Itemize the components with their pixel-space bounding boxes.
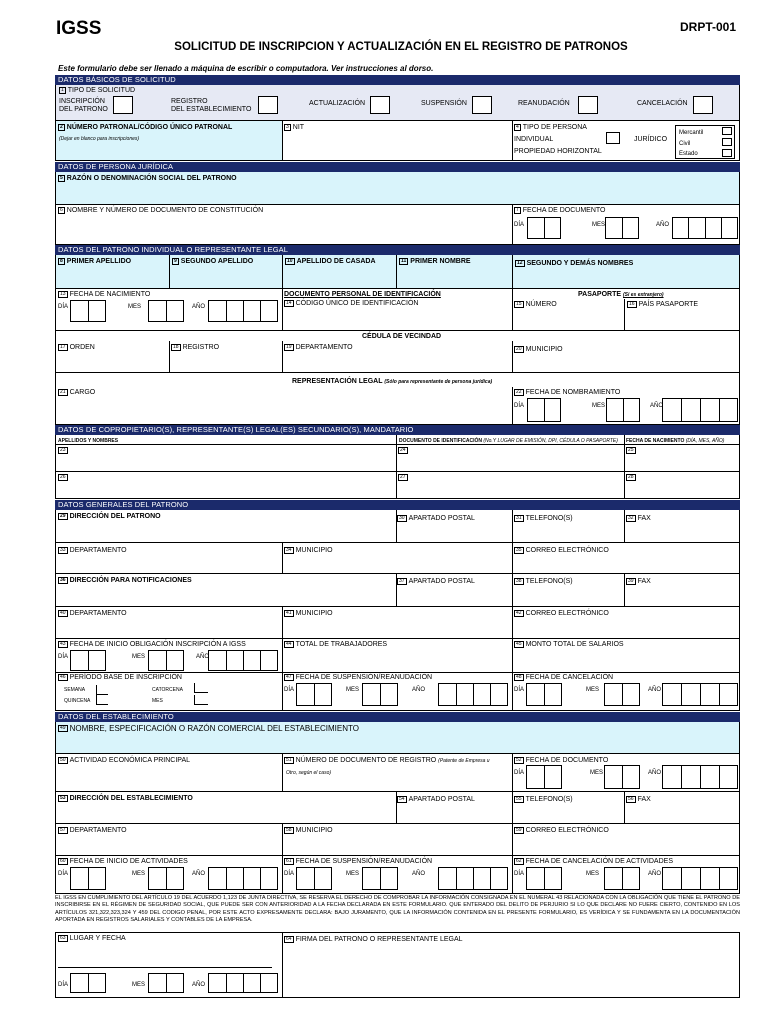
field-fax-notif[interactable]: 39 FAX	[628, 578, 651, 585]
row-copropietario-2[interactable]: 26 27 28	[55, 472, 740, 499]
field-cui[interactable]: DOCUMENTO PERSONAL DE IDENTIFICACIÓN 14 CÓDIGO ÚNICO DE IDENTIFICACIÓN	[284, 291, 441, 307]
legal-declaration: EL IGSS EN CUMPLIMIENTO DEL ARTÍCULO 19 DEL ACUERDO 1,123 DE JUNTA DIRECTIVA, SE RESERVA EL DERECHO DE COMPROBAR LA INFORMACIÓN CONSIGNADA EN EL NUMERAL 43 RELACIONADA CON LA OBLIGACIÓN QUE TIENE EL PATRONO DE INSCRIBIRSE EN EL RÉGIMEN DE SEGURIDAD SOCIAL, QUE PUEDE SER CON ANTERIORIDAD A LA FECHA DECLARADA EN ESTE FORMULARIO. QUE ENTERADO DEL DELITO DE PERJURIO SI LO QUE DECLARE NO FUERE CIERTO, CONTENIDO EN LOS ARTÍCULOS 321,322,323,324 Y 459 DEL CODIGO PENAL, POR ESTE ACTO EXPRESAMENTE DECLARA: BAJO JURAMENTO, QUE LA INFORMACIÓN CONTENIDA EN EL PRESENTE FORMULARIO, ES VERÍDICA Y SE FUNDAMENTA EN LA DOCUMENTACIÓN APORTADA EN REGISTROS SALARIALES Y CONTABLES DE LA EMPRESA.	[55, 895, 740, 924]
checkbox-inscripcion-patrono[interactable]	[113, 96, 133, 114]
label-suspension: SUSPENSIÓN	[421, 100, 467, 107]
row-tipo-solicitud: 1 TIPO DE SOLICITUD INSCRIPCIÓN DEL PATRONO REGISTRO DEL ESTABLECIMIENTO ACTUALIZACIÓN SUSPENSIÓN REANUDACIÓN CANCELACIÓN	[55, 85, 740, 121]
field-total-trabajadores[interactable]: 44 TOTAL DE TRABAJADORES	[286, 641, 388, 648]
row-direccion-establecimiento	[55, 792, 740, 824]
instruction-text: Este formulario debe ser llenado a máquina de escribir o computadora. Ver instrucciones al dorso.	[58, 64, 434, 73]
form-code: DRPT-001	[680, 20, 737, 34]
field-telefonos-est[interactable]: 55 TELEFONO(S)	[516, 796, 573, 803]
field-fecha-documento-est[interactable]: 52 FECHA DE DOCUMENTO DÍA MES AÑO	[512, 754, 741, 791]
field-fecha-documento[interactable]: 7 FECHA DE DOCUMENTO DÍA MES AÑO	[512, 205, 741, 244]
checkbox-reanudacion[interactable]	[578, 96, 598, 114]
field-orden[interactable]: 17 ORDEN	[60, 344, 95, 351]
checkbox-civil[interactable]	[722, 138, 732, 146]
section-copropietarios: DATOS DE COPROPIETARIO(S), REPRESENTANTE(S) LEGAL(ES) SECUNDARIO(S), MANDATARIO	[55, 425, 740, 435]
field-municipio-est[interactable]: 58 MUNICIPIO	[286, 827, 333, 834]
row-direccion-notificaciones	[55, 574, 740, 607]
checkbox-suspension[interactable]	[472, 96, 492, 114]
checkbox-individual[interactable]	[606, 132, 620, 144]
row-ubicacion-notif	[55, 607, 740, 639]
row-actividad	[55, 754, 740, 792]
field-actividad-economica[interactable]: 50 ACTIVIDAD ECONÓMICA PRINCIPAL	[60, 757, 191, 764]
field-apartado-postal[interactable]: 30 APARTADO POSTAL	[399, 515, 475, 522]
field-nombre-establecimiento[interactable]: 49 NOMBRE, ESPECIFICACIÓN O RAZÓN COMERCIAL DEL ESTABLECIMIENTO	[55, 722, 740, 754]
field-apartado-est[interactable]: 54 APARTADO POSTAL	[399, 796, 475, 803]
row-numero-patronal: 2 NÚMERO PATRONAL/CÓDIGO ÚNICO PATRONAL (Dejar en blanco para inscripciones) 3 NIT 4 TIPO DE PERSONA INDIVIDUAL JURÍDICO PROPIEDAD HORIZONTAL Mercantil Civil Estado	[55, 121, 740, 161]
field-lugar-fecha[interactable]: 63 LUGAR Y FECHA DÍA MES AÑO	[56, 933, 282, 997]
field-fecha-nacimiento[interactable]: 13 FECHA DE NACIMIENTO DÍA MES AÑO	[56, 289, 282, 330]
checkbox-actualizacion[interactable]	[370, 96, 390, 114]
label-actualizacion: ACTUALIZACIÓN	[309, 100, 366, 107]
field-departamento-patrono[interactable]: 33 DEPARTAMENTO	[60, 547, 127, 554]
field-fax-est[interactable]: 56 FAX	[628, 796, 651, 803]
row-copropietarios-header: APELLIDOS Y NOMBRES DOCUMENTO DE IDENTIFICACIÓN (No.Y LUGAR DE EMISIÓN, DPI, CÉDULA O PASAPORTE) FECHA DE NACIMIENTO (DÍA, MES, AÑO)	[55, 435, 740, 445]
field-nombre-documento[interactable]: 6 NOMBRE Y NÚMERO DE DOCUMENTO DE CONSTITUCIÓN	[60, 207, 264, 214]
field-departamento-est[interactable]: 57 DEPARTAMENTO	[60, 827, 127, 834]
field-pais-pasaporte[interactable]: 16 PAÍS PASAPORTE	[629, 301, 699, 308]
field-correo-notif[interactable]: 42 CORREO ELECTRÓNICO	[516, 610, 609, 617]
row-periodo-base: 46 PERÍODO BASE DE INSCRIPCIÓN SEMANA QUINCENA CATORCENA MES 47 FECHA DE SUSPENSIÓN/REANUDACIÓN DÍA MES AÑO 48 FECHA DE CANCELACIÓN DÍA MES AÑO	[55, 673, 740, 711]
row-ubicacion-est	[55, 824, 740, 856]
field-razon-social[interactable]: 5 RAZÓN O DENOMINACIÓN SOCIAL DEL PATRONO	[55, 172, 740, 205]
field-pasaporte-numero[interactable]: 15 NÚMERO	[516, 301, 557, 308]
field-firma[interactable]: 64 FIRMA DEL PATRONO O REPRESENTANTE LEGAL	[286, 936, 463, 943]
label-inscripcion-patrono: INSCRIPCIÓN DEL PATRONO	[59, 98, 108, 113]
field-direccion-patrono[interactable]: 29 DIRECCIÓN DEL PATRONO	[60, 513, 161, 520]
label-cancelacion: CANCELACIÓN	[637, 100, 688, 107]
field-fecha-cancelacion-act[interactable]: 62 FECHA DE CANCELACIÓN DE ACTIVIDADES DÍA MES AÑO	[512, 856, 741, 893]
label-registro-establecimiento: REGISTRO DEL ESTABLECIMIENTO	[171, 98, 252, 113]
checkbox-quincena[interactable]	[96, 695, 108, 705]
row-cedula: CÉDULA DE VECINDAD 17 ORDEN 18 REGISTRO 19 DEPARTAMENTO 20 MUNICIPIO	[55, 331, 740, 373]
field-fax[interactable]: 32 FAX	[628, 515, 651, 522]
field-direccion-notificaciones[interactable]: 36 DIRECCIÓN PARA NOTIFICACIONES	[60, 577, 192, 584]
field-correo-est[interactable]: 59 CORREO ELECTRÓNICO	[516, 827, 609, 834]
field-departamento-notif[interactable]: 40 DEPARTAMENTO	[60, 610, 127, 617]
row-copropietario-1[interactable]: 23 24 25	[55, 445, 740, 472]
section-persona-juridica: DATOS DE PERSONA JURÍDICA	[55, 162, 740, 172]
label-reanudacion: REANUDACIÓN	[518, 100, 570, 107]
row-documento-constitucion	[55, 205, 740, 245]
field-correo-patrono[interactable]: 35 CORREO ELECTRÓNICO	[516, 547, 609, 554]
field-telefonos-notif[interactable]: 38 TELEFONO(S)	[516, 578, 573, 585]
field-municipio-patrono[interactable]: 34 MUNICIPIO	[286, 547, 333, 554]
field-departamento-cedula[interactable]: 19 DEPARTAMENTO	[286, 344, 353, 351]
field-municipio-notif[interactable]: 41 MUNICIPIO	[286, 610, 333, 617]
field-cargo[interactable]: 21 CARGO	[60, 389, 96, 396]
field-registro[interactable]: 18 REGISTRO	[173, 344, 220, 351]
form-title: SOLICITUD DE INSCRIPCION Y ACTUALIZACIÓN EN EL REGISTRO DE PATRONOS	[174, 41, 628, 53]
checkbox-semana[interactable]	[96, 685, 108, 695]
section-datos-basicos: DATOS BÁSICOS DE SOLICITUD	[55, 75, 740, 85]
section-establecimiento: DATOS DEL ESTABLECIMIENTO	[55, 712, 740, 722]
field-numero-patronal[interactable]: 2 NÚMERO PATRONAL/CÓDIGO ÚNICO PATRONAL (Dejar en blanco para inscripciones)	[56, 121, 282, 160]
field-municipio-cedula[interactable]: 20 MUNICIPIO	[516, 346, 563, 353]
row-nombres: 8 PRIMER APELLIDO 9 SEGUNDO APELLIDO 10 APELLIDO DE CASADA 11 PRIMER NOMBRE 12 SEGUNDO Y DEMÁS NOMBRES	[55, 255, 740, 289]
row-nacimiento: 13 FECHA DE NACIMIENTO DÍA MES AÑO DOCUMENTO PERSONAL DE IDENTIFICACIÓN 14 CÓDIGO ÚNICO DE IDENTIFICACIÓN PASAPORTE (Si es extranjero) 15 NÚMERO 16 PAÍS PASAPORTE	[55, 289, 740, 331]
field-apartado-notif[interactable]: 37 APARTADO POSTAL	[399, 578, 475, 585]
section-datos-generales: DATOS GENERALES DEL PATRONO	[55, 500, 740, 510]
section-patrono-individual: DATOS DEL PATRONO INDIVIDUAL O REPRESENTANTE LEGAL	[55, 245, 740, 255]
checkbox-registro-establecimiento[interactable]	[258, 96, 278, 114]
row-direccion-patrono	[55, 510, 740, 543]
field-monto-salarios[interactable]: 45 MONTO TOTAL DE SALARIOS	[516, 641, 624, 648]
label-tipo-solicitud: TIPO DE SOLICITUD	[67, 87, 136, 94]
row-fechas-actividades	[55, 856, 740, 894]
field-fecha-inicio-obligacion[interactable]: 43 FECHA DE INICIO OBLIGACIÓN INSCRIPCIÓN A IGSS DÍA MES AÑO	[56, 639, 282, 672]
brand-title: IGSS	[56, 18, 102, 39]
field-telefonos[interactable]: 31 TELEFONO(S)	[516, 515, 573, 522]
checkbox-cancelacion[interactable]	[693, 96, 713, 114]
checkbox-catorcena[interactable]	[194, 683, 208, 693]
field-direccion-establecimiento[interactable]: 53 DIRECCIÓN DEL ESTABLECIMIENTO	[60, 795, 193, 802]
checkbox-estado[interactable]	[722, 149, 732, 157]
field-fecha-inicio-actividades[interactable]: 60 FECHA DE INICIO DE ACTIVIDADES DÍA MES AÑO	[56, 856, 282, 893]
checkbox-mes[interactable]	[194, 695, 208, 705]
row-ubicacion-patrono	[55, 543, 740, 574]
row-firma	[55, 932, 740, 998]
row-representacion-legal: REPRESENTACIÓN LEGAL (Sólo para representante de persona jurídica) 21 CARGO 22 FECHA DE NOMBRAMIENTO DÍA MES AÑO	[55, 373, 740, 425]
field-numero-documento-registro[interactable]: 51 NÚMERO DE DOCUMENTO DE REGISTRO (Patente de Empresa u Otro, según el caso)	[286, 757, 490, 776]
field-fecha-cancelacion[interactable]: 48 FECHA DE CANCELACIÓN DÍA MES AÑO	[512, 673, 741, 710]
field-fecha-nombramiento[interactable]: 22 FECHA DE NOMBRAMIENTO DÍA MES AÑO	[512, 387, 741, 424]
checkbox-mercantil[interactable]	[722, 127, 732, 135]
row-obligacion	[55, 639, 740, 673]
field-fecha-suspension[interactable]: 47 FECHA DE SUSPENSIÓN/REANUDACIÓN DÍA MES AÑO	[282, 673, 512, 710]
field-fecha-suspension-est[interactable]: 61 FECHA DE SUSPENSIÓN/REANUDACIÓN DÍA MES AÑO	[282, 856, 512, 893]
field-nit[interactable]: 3 NIT	[286, 124, 305, 131]
